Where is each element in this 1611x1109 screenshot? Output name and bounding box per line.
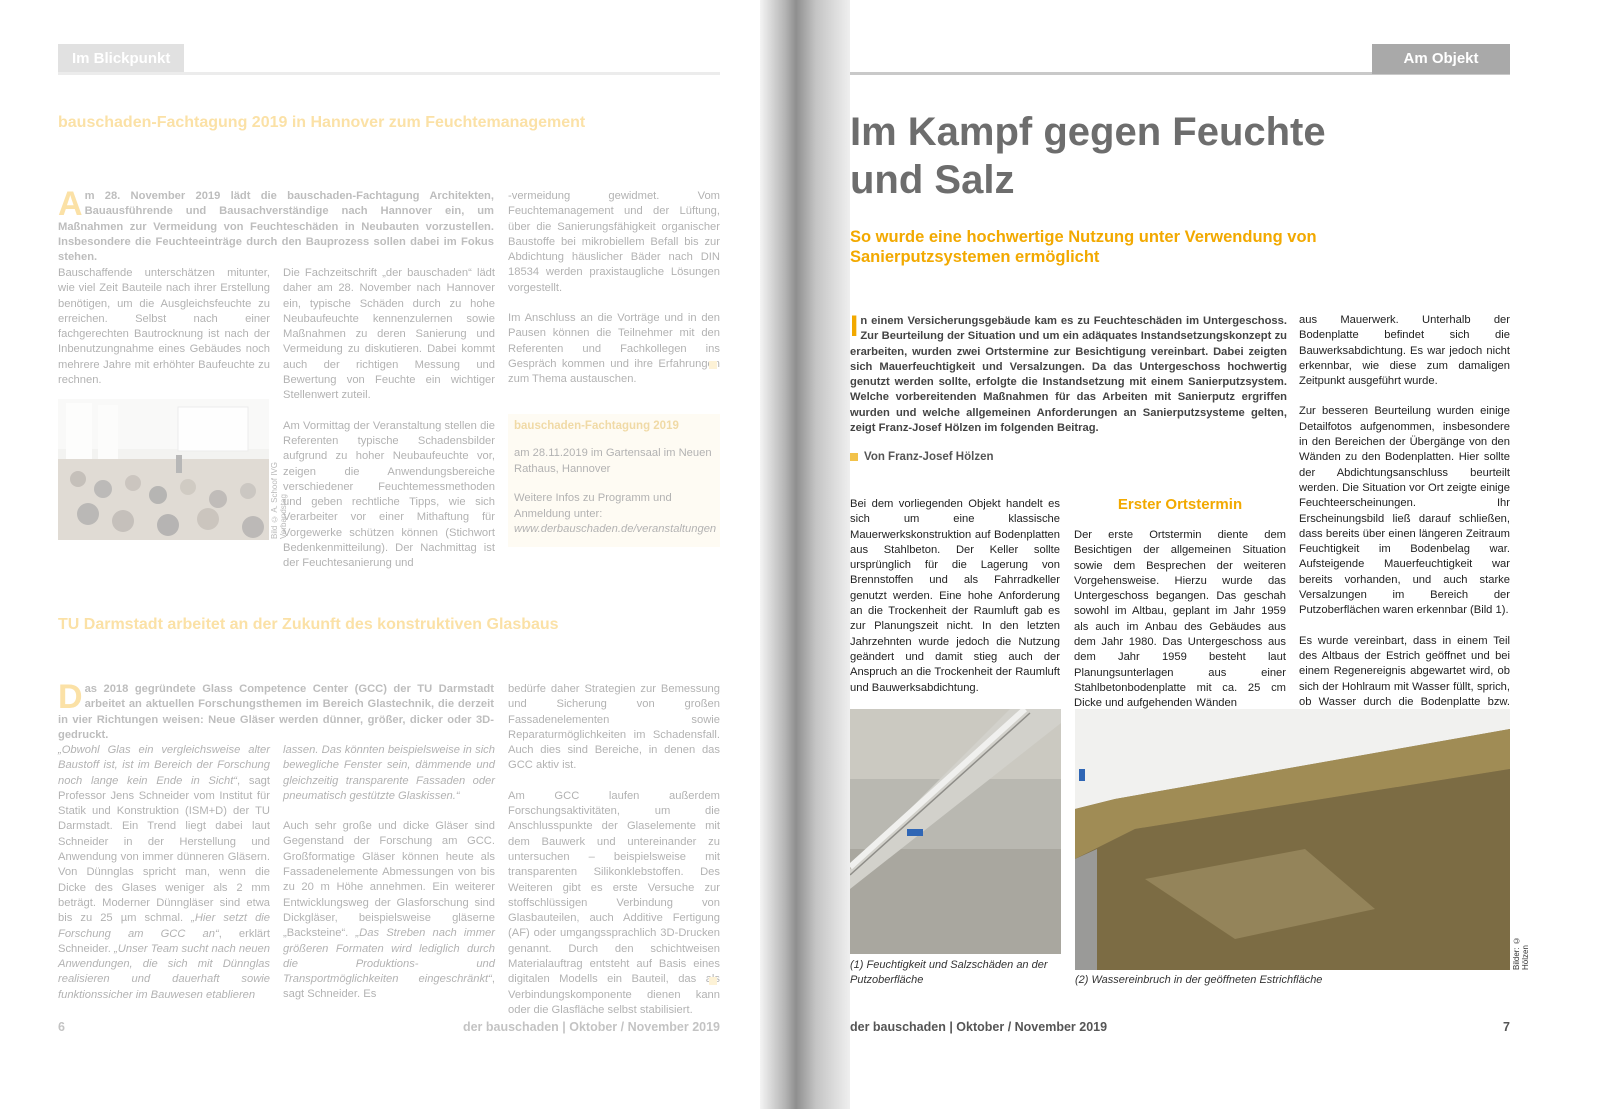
paragraph: Bauschaffende unterschätzen mitunter, wie viel Zeit Bauteile nach ihrer Erstellung benötigen, um die Ausgleichsfeuchte zu erreichen. Selbst nach einer fachgerechten Bautrocknung ist nach der Inbenutzungnahme eines Gebäudes noch mehrere Jahre mit erhöhter Baufeuchte zu rechnen. [58, 267, 270, 387]
infobox-title: bauschaden-Fachtagung 2019 [514, 420, 679, 432]
paragraph: „Obwohl Glas ein vergleichsweise alter Baustoff ist, ist im Bereich der Forschung noch lange kein Ende in Sicht“, sagt Professor Jens Schneider vom Institut für Statik und Konstruktion (ISM+D) der TU Darmstadt. Ein Trend liegt dabei laut Schneider in der Herstellung und Anwendung von immer dünneren Gläsern. Von Dünnglas spricht man, wenn die Dicke des Glases weniger als 2 mm beträgt. Moderner Dünngläser sind etwa bis zu 25 µm schmal. „Hier setzt die Forschung am GCC an“, erklärt Schneider. „Unser Team sucht nach neuen Anwendungen, die sich mit Dünnglas realisieren und dauerhaft sowie funktionssicher im Bauwesen etablieren [58, 744, 270, 1001]
article2-lead: Das 2018 gegründete Glass Competence Center (GCC) der TU Darmstadt arbeitet an aktuellen Forschungsthemen im Bereich Glastechnik, die derzeit in vier Richtungen weisen: Neue Gläser werden dünner, größer, dicker oder 3D-gedruckt. [58, 678, 494, 741]
caption-photo-2: (2) Wassereinbruch in der geöffneten Estrichfläche [1075, 974, 1323, 986]
article1-column-2 [283, 266, 495, 587]
paragraph: Im Anschluss an die Vorträge und in den Pausen können die Teilnehmer mit den Referenten und Fachkollegen ins Gespräch kommen und ihre Erfahrungen zum Thema austauschen. [508, 312, 720, 386]
article-title: Im Kampf gegen Feuchte und Salz [850, 110, 1326, 202]
footer-title-left: der bauschaden | Oktober / November 2019 [462, 1020, 720, 1034]
caption-photo-1: (1) Feuchtigkeit und Salzschäden an der Putzoberfläche [850, 959, 1048, 986]
article2-headline: TU Darmstadt arbeitet an der Zukunft des konstruktiven Glasbaus [58, 616, 559, 633]
subheading-erster-ortstermin: Erster Ortstermin [1117, 496, 1243, 513]
paragraph: Bei dem vorliegenden Objekt handelt es sich um eine klassische Mauerwerkskonstruktion auf Bodenplatten aus Stahlbeton. Der Keller sollte ursprünglich für die Lagerung von Brennstoffen und als Fahrradkeller genutzt werden. Eine hohe Anforderung an die Trockenheit der Raumluft gab es zur Planungszeit nicht. In den letzten Jahrzehnten wurde jedoch die Nutzung geändert und damit stieg auch der Anspruch an die Trockenheit der Raumluft und Bauwerksabdichtung. [850, 498, 1060, 694]
article2-column-2 [283, 743, 495, 1018]
photo-credit-right: Bilder: © Hölzen [1512, 936, 1530, 970]
page-number-left: 6 [58, 1020, 65, 1034]
paragraph: aus Mauerwerk. Unterhalb der Bodenplatte befindet sich die Bauwerksabdichtung. Es war jedoch nicht erkennbar, wie diese zum damaligen Zeitpunkt ausgeführt wurde. [1299, 314, 1510, 388]
infobox-date: am 28.11.2019 im Gartensaal im Neuen Rathaus, Hannover [514, 447, 712, 475]
paragraph: Auch sehr große und dicke Gläser sind Gegenstand der Forschung am GCC. Großformatige Gläser können heute als Fassadenelemente Abmessungen von bis zu 20 m Höhe annehmen. Ein weiterer Entwicklungsweg der Glasforschung sind Dickgläser, beispielsweise gläserne „Backsteine“. „Das Streben nach immer größeren Formaten wird lediglich durch die Produktions- und Transportmöglichkeiten eingeschränkt“, sagt Schneider. Es [283, 820, 495, 1001]
right-page [850, 0, 1611, 1109]
article-lead: In einem Versicherungsgebäude kam es zu Feuchteschäden im Untergeschoss. Zur Beurteilung der Situation und um ein adäquates Instandsetzungskonzept zu erarbeiten, wurden zwei Ortstermine zur Besichtigung vereinbart. Dabei zeigten sich Mauerfeuchtigkeit und Versalzungen. Da das Untergeschoss hochwertig genutzt werden sollte, erfolgte die Instandsetzung mit einem Sanierputzsystem. Welche vorbereitenden Maßnahmen für das Arbeiten mit Sanierputz ergriffen wurden und welche allgemeinen Anforderungen an Sanierputzsysteme gelten, zeigt Franz-Josef Hölzen im folgenden Beitrag. [850, 310, 1287, 435]
article-subtitle: So wurde eine hochwertige Nutzung unter Verwendung von Sanierputzsystemen ermöglicht [850, 228, 1317, 266]
infobox-link[interactable]: www.derbauschaden.de/veranstaltungen [514, 523, 717, 535]
end-mark [709, 977, 717, 985]
column-3 [1299, 313, 1510, 740]
paragraph: Zur besseren Beurteilung wurden einige Detailfotos aufgenommen, insbesondere in den Bereichen der Übergänge von den Wänden zu den Bodenplatten. Hier sollte der Abdichtungsanschluss beurteilt werden. Die Situation vor Ort zeigte einige Feuchteerscheinungen. Ihr Erscheinungsbild ließ darauf schließen, dass bereits über einen längeren Zeitraum Feuchtigkeit im Bodenbelag war. Aufsteigende Mauerfeuchtigkeit war bereits vorhanden, und auch starke Versalzungen im Bereich der Putzoberflächen waren erkennbar (Bild 1). [1299, 405, 1510, 617]
book-gutter [760, 0, 850, 1109]
paragraph: Am Vormittag der Veranstaltung stellen die Referenten typische Schadensbilder aufgrund zu hoher Neubaufeuchte vor, zeigen die Anwendungsbereiche verschiedener Feuchtemessmethoden und geben rechtliche Tipps, wie sich Verarbeiter vor einer Mithaftung für Vorgewerke schützen können (Stichwort Bedenkenmitteilung). Der Nachmittag ist der Feuchtesanierung und [283, 419, 495, 570]
column-2 [1074, 528, 1286, 727]
dropcap: I [850, 310, 859, 343]
byline: Von Franz-Josef Hölzen [850, 451, 994, 463]
column-1 [850, 497, 1060, 711]
article2-column-3 [508, 682, 720, 1033]
infobox-info: Weitere Infos zu Programm und Anmeldung unter: [514, 492, 672, 520]
page-number-right: 7 [1503, 1020, 1510, 1034]
paragraph: Der erste Ortstermin diente dem Besichtigen der allgemeinen Situation sowie dem Besprechen der weiteren Vorgehensweise. Hierzu wurde das Untergeschoss begangen. Das geschah sowohl im Altbau, geplant im Jahr 1959 als auch im Anbau des Gebäudes aus dem Jahr 1980. Das Untergeschoss aus dem Jahr 1959 besteht laut Planungsunterlagen aus einer Stahlbetonbodenplatte mit ca. 25 cm Dicke und aufgehenden Wänden [1074, 529, 1286, 710]
dropcap: D [58, 678, 83, 716]
article1-headline: bauschaden-Fachtagung 2019 in Hannover zum Feuchtemanagement [58, 114, 586, 131]
paragraph: Es wurde vereinbart, dass in einem Teil des Altbaus der Estrich geöffnet und bei einem Regenereignis abgewartet wird, ob sich der Hohlraum mit Wasser füllt, sprich, ob Wasser durch die Bodenplatte bzw. [1299, 634, 1510, 708]
section-tab-am-objekt: Am Objekt [1372, 44, 1510, 74]
photo-credit: Bild © A. Schoof IVG Verbandstag [270, 461, 288, 539]
photo-water-ingress-image [1075, 709, 1510, 970]
end-mark [709, 361, 717, 369]
conference-photo-image [58, 399, 269, 540]
paragraph: -vermeidung gewidmet. Vom Feuchtemanagement und der Lüftung, über die Sanierungsfähigkeit organischer Baustoffe bei mikrobiellem Befall bis zur Abdichtung häuslicher Bäder nach DIN 18534 werden praxistaugliche Lösungen vorgestellt. [508, 190, 720, 294]
section-tab-im-blickpunkt: Im Blickpunkt [58, 44, 184, 74]
dropcap: A [58, 185, 83, 223]
event-infobox [508, 414, 720, 547]
paragraph: lassen. Das könnten beispielsweise in sich bewegliche Fenster sein, dämmende und gleichzeitig transparente Fassaden oder pneumatisch gestützte Glaskissen.“ [283, 744, 495, 802]
photo-wall-damage [850, 709, 1061, 954]
paragraph: Am GCC laufen außerdem Forschungsaktivitäten, um die Anschlusspunkte der Glaselemente mit dem Bauwerk und untereinander zu untersuchen – beispielsweise mit transparenten Silikonklebstoffen. Des Weiteren gibt es erste Versuche zur stoffschlüssigen Verbindung von Glasbauteilen, auch Additive Fertigung (AF) oder umgangssprachlich 3D-Drucken genannt. Durch den schichtweisen Materialauftrag entsteht auf Basis eines digitalen Modells ein Bauteil, das als Verbindungskomponente dienen kann oder die Glasfläche selbst stabilisiert. [508, 789, 720, 1016]
article2-column-1 [58, 743, 270, 1018]
paragraph: Die Fachzeitschrift „der bauschaden“ lädt daher am 28. November nach Hannover ein, typische Schäden durch zu hohe Neubaufeuchte kennenzulernen sowie Maßnahmen zu deren Sanierung und Vermeidung zu diskutieren. Dabei kommt auch der richtigen Messung und Bewertung von Feuchte ein wichtiger Stellenwert zuteil. [283, 267, 495, 402]
paragraph: bedürfe daher Strategien zur Bemessung und Sicherung von großen Fassadenelementen sowie Reparaturmöglichkeiten im Schadensfall. Auch dies sind Bereiche, in denen das GCC aktiv ist. [508, 683, 720, 772]
article1-lead: Am 28. November 2019 lädt die bauschaden-Fachtagung Architekten, Bauausführende und Bausachverständige nach Hannover ein, um Maßnahmen zur Vermeidung von Feuchteschäden in Neubauten vorzustellen. Insbesondere die Feuchteeinträge durch den Bauprozess sollen dabei im Fokus stehen. [58, 185, 494, 264]
article1-column-1 [58, 266, 270, 403]
footer-title-right: der bauschaden | Oktober / November 2019 [850, 1020, 1108, 1034]
article1-column-3 [508, 189, 720, 403]
photo-wall-damage-image [850, 709, 1061, 954]
conference-photo [58, 399, 269, 540]
photo-water-ingress [1075, 709, 1510, 970]
left-page [0, 0, 760, 1109]
header-rule [58, 72, 720, 75]
byline-marker [850, 453, 858, 461]
